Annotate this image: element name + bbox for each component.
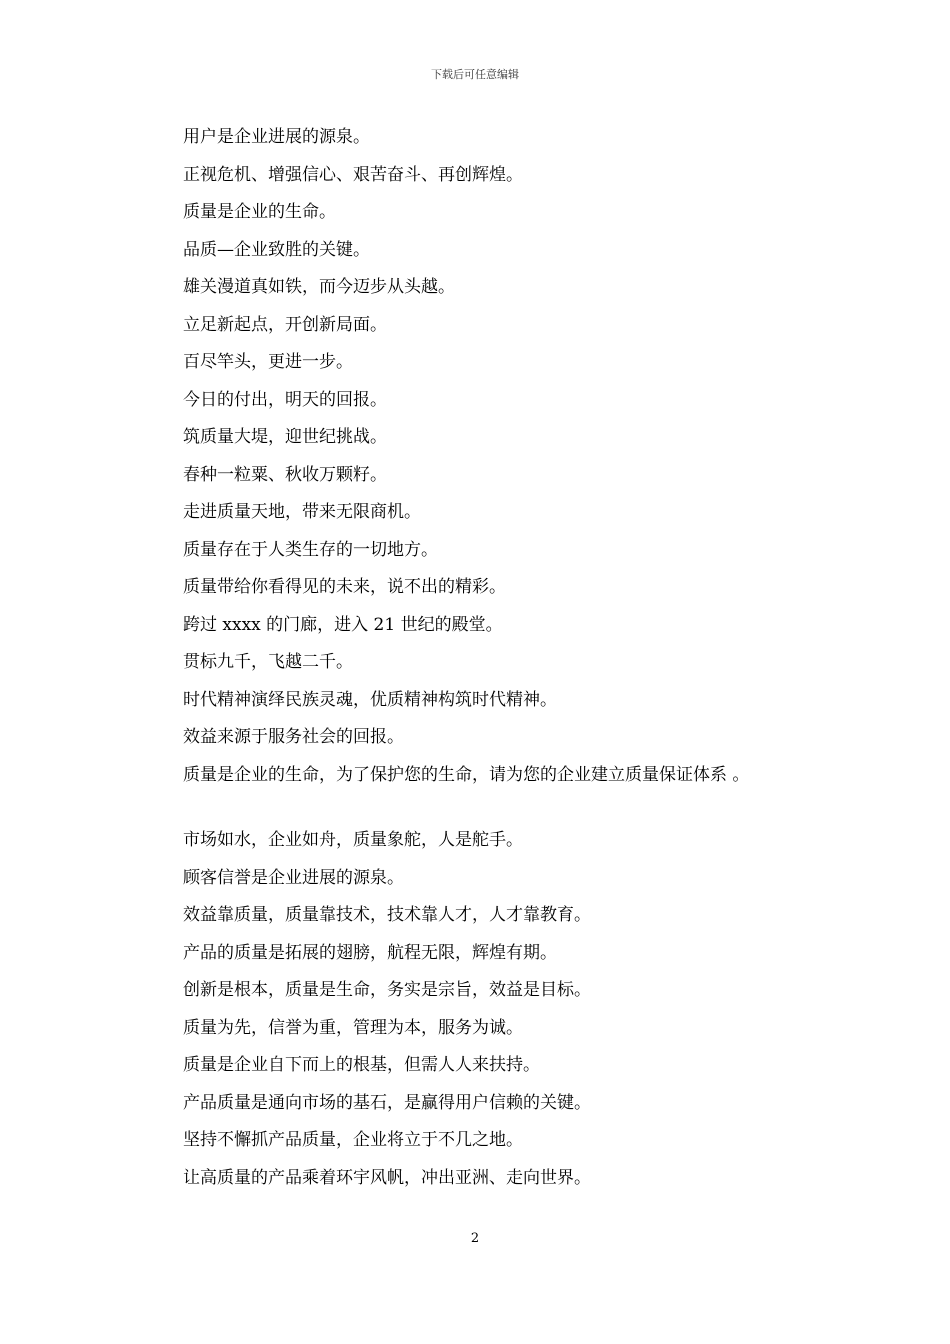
slogan-line: 今日的付出，明天的回报。 bbox=[183, 389, 387, 410]
slogan-line: 贯标九千，飞越二千。 bbox=[183, 652, 353, 672]
slogan-line: 跨过 xxxx 的门廊，进入 21 世纪的殿堂。 bbox=[183, 614, 503, 635]
slogan-line: 质量带给你看得见的未来，说不出的精彩。 bbox=[183, 577, 506, 597]
slogan-line: 时代精神演绎民族灵魂，优质精神构筑时代精神。 bbox=[183, 689, 557, 710]
section-gap bbox=[183, 799, 883, 827]
slogan-line: 效益靠质量，质量靠技术，技术靠人才，人才靠教育。 bbox=[183, 905, 591, 925]
slogan-line: 百尽竿头，更进一步。 bbox=[183, 352, 353, 372]
slogan-line: 坚持不懈抓产品质量，企业将立于不几之地。 bbox=[183, 1130, 523, 1150]
slogan-line: 顾客信誉是企业进展的源泉。 bbox=[183, 867, 404, 888]
slogan-line: 质量为先，信誉为重，管理为本，服务为诚。 bbox=[183, 1017, 523, 1038]
slogan-line: 创新是根本，质量是生命，务实是宗旨，效益是目标。 bbox=[183, 980, 591, 1000]
slogan-line: 质量是企业的生命。 bbox=[183, 202, 336, 222]
slogan-line: 效益来源于服务社会的回报。 bbox=[183, 727, 404, 747]
slogan-line: 春种一粒粟、秋收万颗籽。 bbox=[183, 464, 387, 485]
page-number: 2 bbox=[470, 1231, 480, 1246]
slogan-line: 让高质量的产品乘着环宇风帆，冲出亚洲、走向世界。 bbox=[183, 1167, 591, 1188]
slogan-line: 质量存在于人类生存的一切地方。 bbox=[183, 539, 438, 560]
slogan-line: 立足新起点，开创新局面。 bbox=[183, 314, 387, 335]
slogan-line: 产品质量是通向市场的基石，是赢得用户信赖的关键。 bbox=[183, 1092, 591, 1113]
slogan-line: 筑质量大堤，迎世纪挑战。 bbox=[183, 427, 387, 447]
slogan-line: 市场如水，企业如舟，质量象舵，人是舵手。 bbox=[183, 830, 523, 850]
slogan-line: 质量是企业的生命，为了保护您的生命，请为您的企业建立质量保证体系 。 bbox=[183, 764, 750, 785]
slogan-line: 用户是企业进展的源泉。 bbox=[183, 127, 370, 147]
slogan-line: 品质—企业致胜的关键。 bbox=[183, 239, 370, 260]
body-text bbox=[183, 124, 883, 1202]
header-note: 下载后可任意编辑 bbox=[431, 68, 519, 81]
slogan-line: 正视危机、增强信心、艰苦奋斗、再创辉煌。 bbox=[183, 164, 523, 185]
slogan-line: 产品的质量是拓展的翅膀，航程无限，辉煌有期。 bbox=[183, 942, 557, 963]
slogan-line: 质量是企业自下而上的根基，但需人人来扶持。 bbox=[183, 1055, 540, 1075]
slogan-line: 雄关漫道真如铁，而今迈步从头越。 bbox=[183, 277, 455, 297]
slogan-line: 走进质量天地，带来无限商机。 bbox=[183, 502, 421, 522]
